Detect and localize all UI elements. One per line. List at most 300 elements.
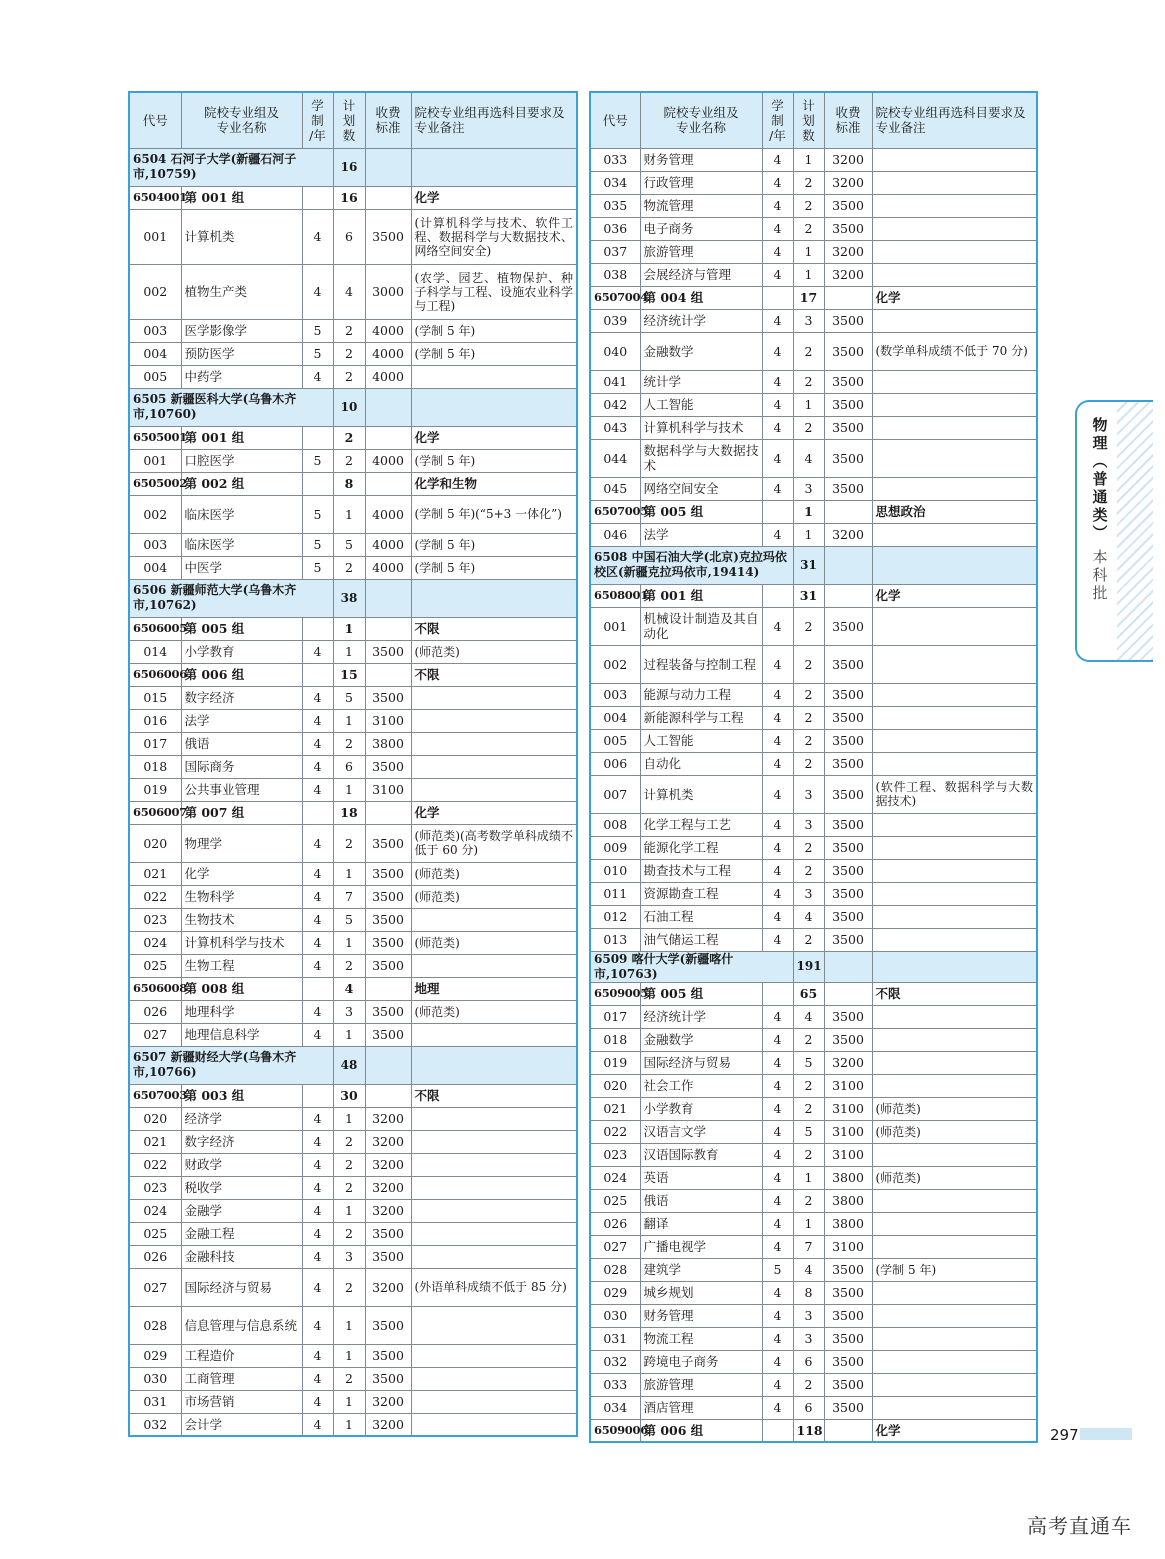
major-name: 法学	[181, 709, 302, 732]
major-fee: 3500	[365, 640, 411, 663]
major-row	[590, 1281, 1037, 1304]
group-plan: 8	[333, 472, 365, 495]
major-plan: 1	[333, 1390, 365, 1413]
major-years: 4	[302, 908, 333, 931]
major-code: 017	[590, 1005, 640, 1028]
group-plan: 18	[333, 801, 365, 824]
major-fee: 3500	[824, 905, 872, 928]
major-remark	[872, 1005, 1037, 1028]
major-years: 4	[302, 1023, 333, 1046]
major-name: 跨境电子商务	[640, 1350, 762, 1373]
major-remark	[411, 1306, 577, 1344]
major-plan: 3	[793, 477, 824, 500]
header-name-line1: 院校专业组及	[203, 105, 279, 121]
major-years: 4	[762, 607, 793, 645]
major-name: 中药学	[181, 365, 302, 388]
major-years: 4	[762, 905, 793, 928]
major-row	[590, 813, 1037, 836]
major-fee: 3500	[365, 862, 411, 885]
major-row	[590, 729, 1037, 752]
major-code: 024	[590, 1166, 640, 1189]
university-plan: 16	[333, 148, 365, 186]
major-years: 5	[302, 319, 333, 342]
major-plan: 2	[793, 1373, 824, 1396]
header-plan-line2: 划	[802, 112, 815, 128]
major-remark	[872, 194, 1037, 217]
major-name: 汉语言文学	[640, 1120, 762, 1143]
major-code: 005	[590, 729, 640, 752]
group-row	[129, 186, 577, 209]
major-row	[590, 171, 1037, 194]
empty-cell	[365, 579, 411, 617]
major-years: 4	[762, 928, 793, 951]
major-name: 小学教育	[640, 1097, 762, 1120]
major-remark	[872, 1304, 1037, 1327]
major-fee: 3200	[365, 1199, 411, 1222]
major-fee: 3500	[824, 1258, 872, 1281]
group-name: 第 001 组	[181, 426, 302, 449]
major-remark	[872, 928, 1037, 951]
header-plan-line2: 划	[342, 112, 356, 128]
major-name: 社会工作	[640, 1074, 762, 1097]
major-code: 024	[129, 1199, 181, 1222]
major-code: 028	[129, 1306, 181, 1344]
major-row	[129, 1367, 577, 1390]
major-years: 4	[762, 416, 793, 439]
major-plan: 2	[333, 1153, 365, 1176]
university-plan: 48	[333, 1046, 365, 1084]
major-fee: 3500	[824, 332, 872, 370]
major-name: 物理学	[181, 824, 302, 862]
major-years: 4	[762, 332, 793, 370]
major-plan: 7	[333, 885, 365, 908]
group-code: 6505002	[129, 472, 181, 495]
major-plan: 2	[793, 928, 824, 951]
major-years: 4	[302, 778, 333, 801]
major-row	[129, 533, 577, 556]
empty-cell	[365, 186, 411, 209]
major-row	[590, 752, 1037, 775]
header-fee	[365, 92, 411, 148]
major-years: 4	[302, 709, 333, 732]
major-plan: 1	[333, 709, 365, 732]
major-name: 临床医学	[181, 495, 302, 533]
empty-cell	[762, 500, 793, 523]
major-remark	[872, 1212, 1037, 1235]
major-remark: (师范类)(高考数学单科成绩不低于 60 分)	[411, 824, 577, 862]
major-plan: 4	[333, 264, 365, 319]
major-name: 翻译	[640, 1212, 762, 1235]
major-years: 4	[302, 1245, 333, 1268]
major-code: 002	[129, 264, 181, 319]
major-plan: 2	[793, 370, 824, 393]
major-name: 植物生产类	[181, 264, 302, 319]
major-fee: 3500	[365, 755, 411, 778]
major-years: 4	[762, 775, 793, 813]
major-fee: 3200	[365, 1107, 411, 1130]
major-name: 临床医学	[181, 533, 302, 556]
major-row	[590, 439, 1037, 477]
major-name: 数据科学与大数据技术	[640, 439, 762, 477]
major-code: 007	[590, 775, 640, 813]
group-subject-requirement: 化学和生物	[411, 472, 577, 495]
major-plan: 1	[793, 148, 824, 171]
header-remark	[872, 92, 1037, 148]
major-remark: (学制 5 年)	[411, 342, 577, 365]
major-remark: (师范类)	[872, 1166, 1037, 1189]
major-code: 021	[129, 1130, 181, 1153]
major-fee: 3500	[824, 416, 872, 439]
major-code: 009	[590, 836, 640, 859]
major-years: 5	[302, 556, 333, 579]
major-remark	[411, 1245, 577, 1268]
group-row	[590, 286, 1037, 309]
major-remark: (学制 5 年)	[411, 556, 577, 579]
major-remark	[872, 263, 1037, 286]
major-plan: 2	[793, 1189, 824, 1212]
group-name: 第 001 组	[640, 584, 762, 607]
major-name: 法学	[640, 523, 762, 546]
major-plan: 3	[333, 1000, 365, 1023]
major-plan: 1	[333, 1413, 365, 1436]
major-fee: 3200	[365, 1268, 411, 1306]
major-plan: 1	[333, 931, 365, 954]
major-code: 023	[590, 1143, 640, 1166]
major-years: 5	[762, 1258, 793, 1281]
major-fee: 3500	[365, 824, 411, 862]
major-fee: 3500	[824, 752, 872, 775]
university-plan: 191	[793, 951, 824, 982]
major-code: 022	[129, 885, 181, 908]
major-fee: 3500	[365, 954, 411, 977]
major-remark	[411, 686, 577, 709]
major-code: 020	[129, 824, 181, 862]
major-remark	[872, 1074, 1037, 1097]
major-fee: 3500	[824, 1327, 872, 1350]
major-code: 043	[590, 416, 640, 439]
group-name: 第 005 组	[181, 617, 302, 640]
group-row	[129, 426, 577, 449]
major-row	[590, 1097, 1037, 1120]
major-code: 015	[129, 686, 181, 709]
major-row	[590, 706, 1037, 729]
major-years: 4	[762, 1005, 793, 1028]
major-fee: 3500	[365, 686, 411, 709]
major-years: 4	[762, 523, 793, 546]
side-tab-batch: 本科批	[1092, 548, 1108, 602]
major-row	[590, 836, 1037, 859]
major-years: 4	[762, 217, 793, 240]
major-remark	[872, 645, 1037, 683]
major-name: 财务管理	[640, 1304, 762, 1327]
major-remark: (学制 5 年)	[872, 1258, 1037, 1281]
major-remark	[872, 1281, 1037, 1304]
major-name: 电子商务	[640, 217, 762, 240]
major-name: 石油工程	[640, 905, 762, 928]
major-code: 002	[590, 645, 640, 683]
major-fee: 3800	[365, 732, 411, 755]
major-fee: 3500	[824, 882, 872, 905]
major-plan: 1	[333, 1306, 365, 1344]
group-name: 第 005 组	[640, 982, 762, 1005]
group-name: 第 002 组	[181, 472, 302, 495]
major-code: 018	[129, 755, 181, 778]
group-code: 6507003	[129, 1084, 181, 1107]
major-row	[590, 928, 1037, 951]
major-name: 金融数学	[640, 332, 762, 370]
major-row	[590, 1005, 1037, 1028]
major-plan: 2	[793, 1143, 824, 1166]
major-row	[590, 775, 1037, 813]
major-plan: 1	[333, 1107, 365, 1130]
major-code: 033	[590, 1373, 640, 1396]
group-code: 6506007	[129, 801, 181, 824]
major-remark	[411, 1199, 577, 1222]
group-code: 6507005	[590, 500, 640, 523]
major-row	[129, 342, 577, 365]
major-plan: 2	[333, 365, 365, 388]
header-remark-line2: 专业备注	[414, 120, 465, 136]
major-plan: 7	[793, 1235, 824, 1258]
major-remark	[872, 813, 1037, 836]
major-remark	[411, 709, 577, 732]
group-plan: 1	[333, 617, 365, 640]
major-name: 国际商务	[181, 755, 302, 778]
major-fee: 3500	[824, 706, 872, 729]
major-row	[129, 1306, 577, 1344]
major-code: 029	[590, 1281, 640, 1304]
major-fee: 3100	[824, 1235, 872, 1258]
major-code: 005	[129, 365, 181, 388]
major-name: 计算机类	[181, 209, 302, 264]
major-code: 034	[590, 1396, 640, 1419]
empty-cell	[302, 663, 333, 686]
major-remark	[872, 439, 1037, 477]
major-code: 012	[590, 905, 640, 928]
major-fee: 4000	[365, 319, 411, 342]
major-fee: 3200	[824, 523, 872, 546]
major-plan: 2	[793, 217, 824, 240]
empty-cell	[302, 426, 333, 449]
major-row	[129, 1107, 577, 1130]
major-remark	[872, 905, 1037, 928]
major-fee: 3200	[365, 1130, 411, 1153]
major-name: 俄语	[181, 732, 302, 755]
major-years: 4	[762, 729, 793, 752]
major-code: 025	[129, 954, 181, 977]
major-fee: 3500	[824, 683, 872, 706]
major-name: 物流管理	[640, 194, 762, 217]
major-years: 4	[762, 1051, 793, 1074]
group-subject-requirement: 化学	[872, 584, 1037, 607]
major-plan: 1	[793, 263, 824, 286]
group-name: 第 008 组	[181, 977, 302, 1000]
major-name: 俄语	[640, 1189, 762, 1212]
major-name: 财政学	[181, 1153, 302, 1176]
major-years: 4	[762, 1097, 793, 1120]
major-years: 4	[762, 477, 793, 500]
major-years: 5	[302, 495, 333, 533]
major-years: 4	[302, 1367, 333, 1390]
major-row	[129, 1268, 577, 1306]
major-name: 数字经济	[181, 686, 302, 709]
group-subject-requirement: 化学	[872, 286, 1037, 309]
major-remark: (学制 5 年)(“5+3 一体化”)	[411, 495, 577, 533]
major-remark	[411, 1153, 577, 1176]
major-row	[129, 885, 577, 908]
header-fee-line2: 标准	[375, 120, 401, 136]
major-fee: 3500	[365, 1000, 411, 1023]
major-years: 4	[762, 1373, 793, 1396]
major-years: 4	[762, 171, 793, 194]
major-plan: 6	[333, 755, 365, 778]
major-years: 4	[302, 1153, 333, 1176]
major-fee: 3500	[824, 729, 872, 752]
group-subject-requirement: 化学	[411, 801, 577, 824]
major-code: 017	[129, 732, 181, 755]
header-code: 代号	[129, 92, 181, 148]
major-row	[590, 309, 1037, 332]
major-name: 财务管理	[640, 148, 762, 171]
major-name: 机械设计制造及其自动化	[640, 607, 762, 645]
major-row	[129, 1413, 577, 1436]
group-plan: 1	[793, 500, 824, 523]
major-years: 4	[762, 1281, 793, 1304]
group-subject-requirement: 不限	[872, 982, 1037, 1005]
group-subject-requirement: 化学	[872, 1419, 1037, 1442]
major-fee: 3500	[824, 1304, 872, 1327]
major-code: 008	[590, 813, 640, 836]
group-code: 6505001	[129, 426, 181, 449]
major-remark: (师范类)	[411, 640, 577, 663]
major-fee: 3100	[365, 778, 411, 801]
major-code: 022	[129, 1153, 181, 1176]
major-name: 工程造价	[181, 1344, 302, 1367]
empty-cell	[411, 579, 577, 617]
major-code: 031	[590, 1327, 640, 1350]
major-remark: (师范类)	[411, 1000, 577, 1023]
major-fee: 3200	[824, 1051, 872, 1074]
major-name: 行政管理	[640, 171, 762, 194]
header-years-line2: 制	[771, 112, 784, 128]
group-code: 6506006	[129, 663, 181, 686]
major-fee: 3500	[824, 309, 872, 332]
empty-cell	[365, 1046, 411, 1084]
major-remark	[872, 752, 1037, 775]
major-plan: 2	[333, 954, 365, 977]
major-fee: 3200	[824, 240, 872, 263]
major-fee: 3200	[824, 171, 872, 194]
major-code: 011	[590, 882, 640, 905]
major-name: 能源化学工程	[640, 836, 762, 859]
major-fee: 3500	[824, 439, 872, 477]
major-plan: 1	[793, 523, 824, 546]
major-remark: (师范类)	[872, 1120, 1037, 1143]
major-plan: 6	[333, 209, 365, 264]
major-years: 4	[302, 640, 333, 663]
major-remark: (师范类)	[872, 1097, 1037, 1120]
major-name: 勘查技术与工程	[640, 859, 762, 882]
major-code: 036	[590, 217, 640, 240]
group-name: 第 007 组	[181, 801, 302, 824]
major-remark	[872, 1350, 1037, 1373]
major-years: 4	[302, 885, 333, 908]
header-name-line2: 专业名称	[216, 120, 267, 136]
major-row	[129, 1023, 577, 1046]
major-code: 023	[129, 1176, 181, 1199]
major-code: 021	[590, 1097, 640, 1120]
major-row	[129, 686, 577, 709]
major-years: 5	[302, 533, 333, 556]
major-code: 023	[129, 908, 181, 931]
page-number: 297	[1050, 1426, 1079, 1444]
group-code: 6504001	[129, 186, 181, 209]
major-remark: (学制 5 年)	[411, 533, 577, 556]
major-row	[590, 859, 1037, 882]
major-name: 预防医学	[181, 342, 302, 365]
major-remark	[872, 1051, 1037, 1074]
major-years: 4	[302, 686, 333, 709]
major-plan: 6	[793, 1396, 824, 1419]
major-years: 4	[302, 264, 333, 319]
university-row	[590, 546, 1037, 584]
major-name: 地理信息科学	[181, 1023, 302, 1046]
university-plan: 31	[793, 546, 824, 584]
empty-cell	[824, 286, 872, 309]
major-remark	[872, 171, 1037, 194]
major-name: 工商管理	[181, 1367, 302, 1390]
major-years: 4	[762, 263, 793, 286]
major-years: 4	[762, 645, 793, 683]
major-years: 4	[762, 370, 793, 393]
major-fee: 3500	[824, 1281, 872, 1304]
major-plan: 2	[793, 645, 824, 683]
major-years: 4	[762, 1235, 793, 1258]
major-fee: 3500	[824, 1028, 872, 1051]
major-name: 旅游管理	[640, 1373, 762, 1396]
group-plan: 118	[793, 1419, 824, 1442]
enrollment-table-left	[128, 91, 578, 1437]
major-row	[590, 194, 1037, 217]
group-code: 6508001	[590, 584, 640, 607]
major-code: 024	[129, 931, 181, 954]
major-years: 4	[762, 1120, 793, 1143]
major-fee: 3500	[365, 1222, 411, 1245]
major-years: 4	[762, 309, 793, 332]
major-row	[129, 1344, 577, 1367]
major-years: 4	[302, 824, 333, 862]
header-fee-line1: 收费	[835, 105, 861, 121]
major-fee: 3100	[365, 709, 411, 732]
group-plan: 30	[333, 1084, 365, 1107]
major-code: 001	[129, 449, 181, 472]
major-code: 020	[129, 1107, 181, 1130]
major-fee: 3200	[824, 148, 872, 171]
major-plan: 3	[793, 813, 824, 836]
major-row	[590, 1212, 1037, 1235]
major-row	[129, 862, 577, 885]
major-remark: (农学、园艺、植物保护、种子科学与工程、设施农业科学与工程)	[411, 264, 577, 319]
major-fee: 3500	[365, 1344, 411, 1367]
major-code: 003	[129, 533, 181, 556]
major-remark	[872, 416, 1037, 439]
major-row	[129, 1245, 577, 1268]
major-code: 044	[590, 439, 640, 477]
major-code: 013	[590, 928, 640, 951]
university-plan: 38	[333, 579, 365, 617]
major-fee: 3500	[824, 813, 872, 836]
major-years: 4	[762, 683, 793, 706]
